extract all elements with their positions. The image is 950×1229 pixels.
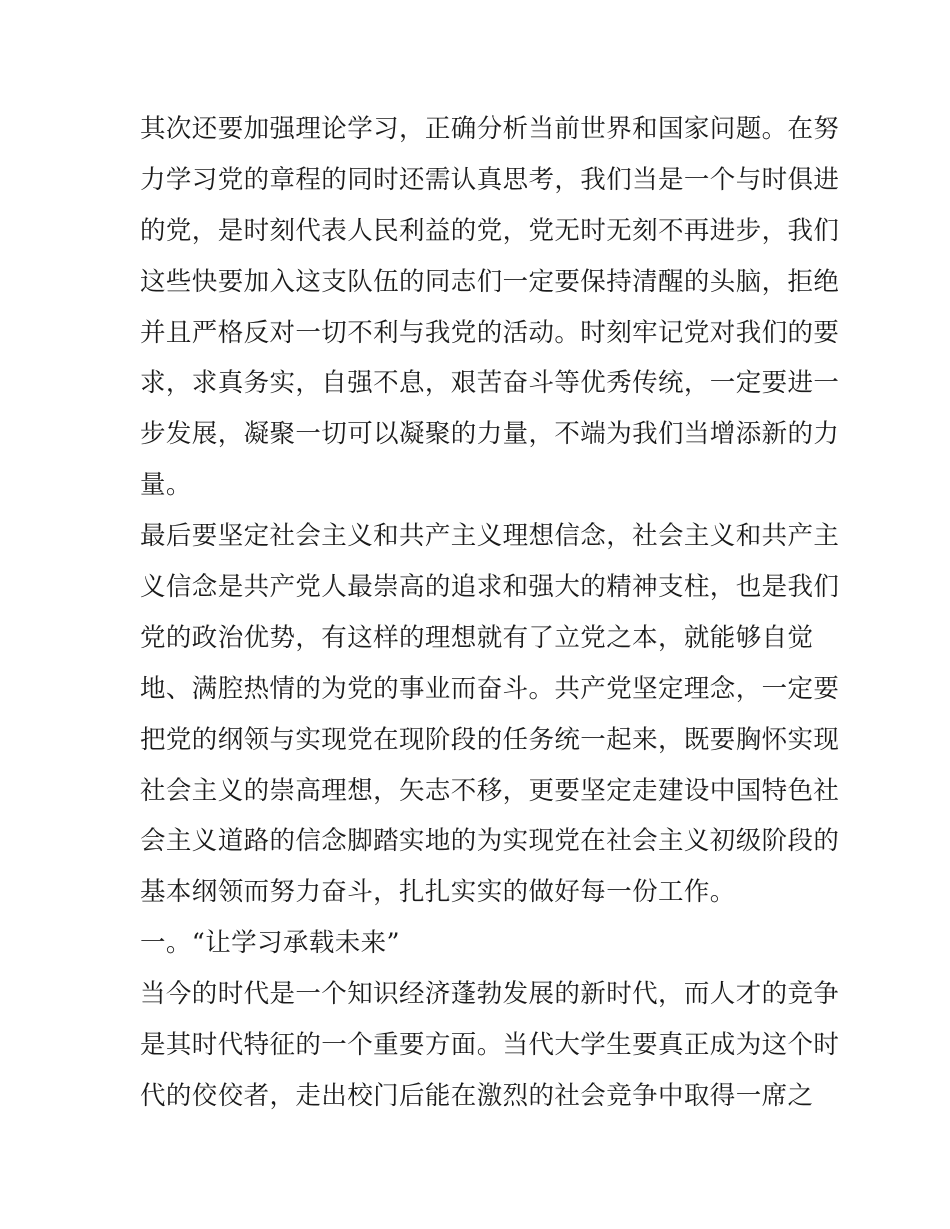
text-line: 代的佼佼者，走出校门后能在激烈的社会竞争中取得一席之 xyxy=(140,1080,814,1111)
text-line: 会主义道路的信念脚踏实地的为实现党在社会主义初级阶段的 xyxy=(140,826,840,857)
text-line: 地、满腔热情的为党的事业而奋斗。共产党坚定理念，一定要 xyxy=(140,673,840,704)
text-line: 基本纲领而努力奋斗，扎扎实实的做好每一份工作。 xyxy=(140,877,736,908)
text-line: 其次还要加强理论学习，正确分析当前世界和国家问题。在努 xyxy=(140,114,840,144)
text-line: 并且严格反对一切不利与我党的活动。时刻牢记党对我们的要 xyxy=(140,317,840,348)
text-line: 党的政治优势，有这样的理想就有了立党之本，就能够自觉 xyxy=(140,622,814,653)
text-line: 力学习党的章程的同时还需认真思考，我们当是一个与时俱进 xyxy=(140,164,840,195)
text-line: 把党的纲领与实现党在现阶段的任务统一起来，既要胸怀实现 xyxy=(140,724,840,755)
section-heading: 一。“让学习承载未来” xyxy=(140,928,400,959)
text-line: 最后要坚定社会主义和共产主义理想信念，社会主义和共产主 xyxy=(140,521,840,552)
text-line: 社会主义的崇高理想，矢志不移，更要坚定走建设中国特色社 xyxy=(140,775,840,806)
text-line: 当今的时代是一个知识经济蓬勃发展的新时代，而人才的竞争 xyxy=(140,979,840,1010)
text-line: 是其时代特征的一个重要方面。当代大学生要真正成为这个时 xyxy=(140,1030,840,1061)
text-line: 量。 xyxy=(140,470,192,501)
text-line: 的党，是时刻代表人民利益的党，党无时无刻不再进步，我们 xyxy=(140,215,840,246)
text-line: 义信念是共产党人最崇高的追求和强大的精神支柱，也是我们 xyxy=(140,572,840,603)
text-line: 求，求真务实，自强不息，艰苦奋斗等优秀传统，一定要进一 xyxy=(140,368,840,399)
document-body xyxy=(140,104,840,1122)
text-line: 步发展，凝聚一切可以凝聚的力量，不端为我们当增添新的力 xyxy=(140,419,840,450)
text-line: 这些快要加入这支队伍的同志们一定要保持清醒的头脑，拒绝 xyxy=(140,266,840,297)
